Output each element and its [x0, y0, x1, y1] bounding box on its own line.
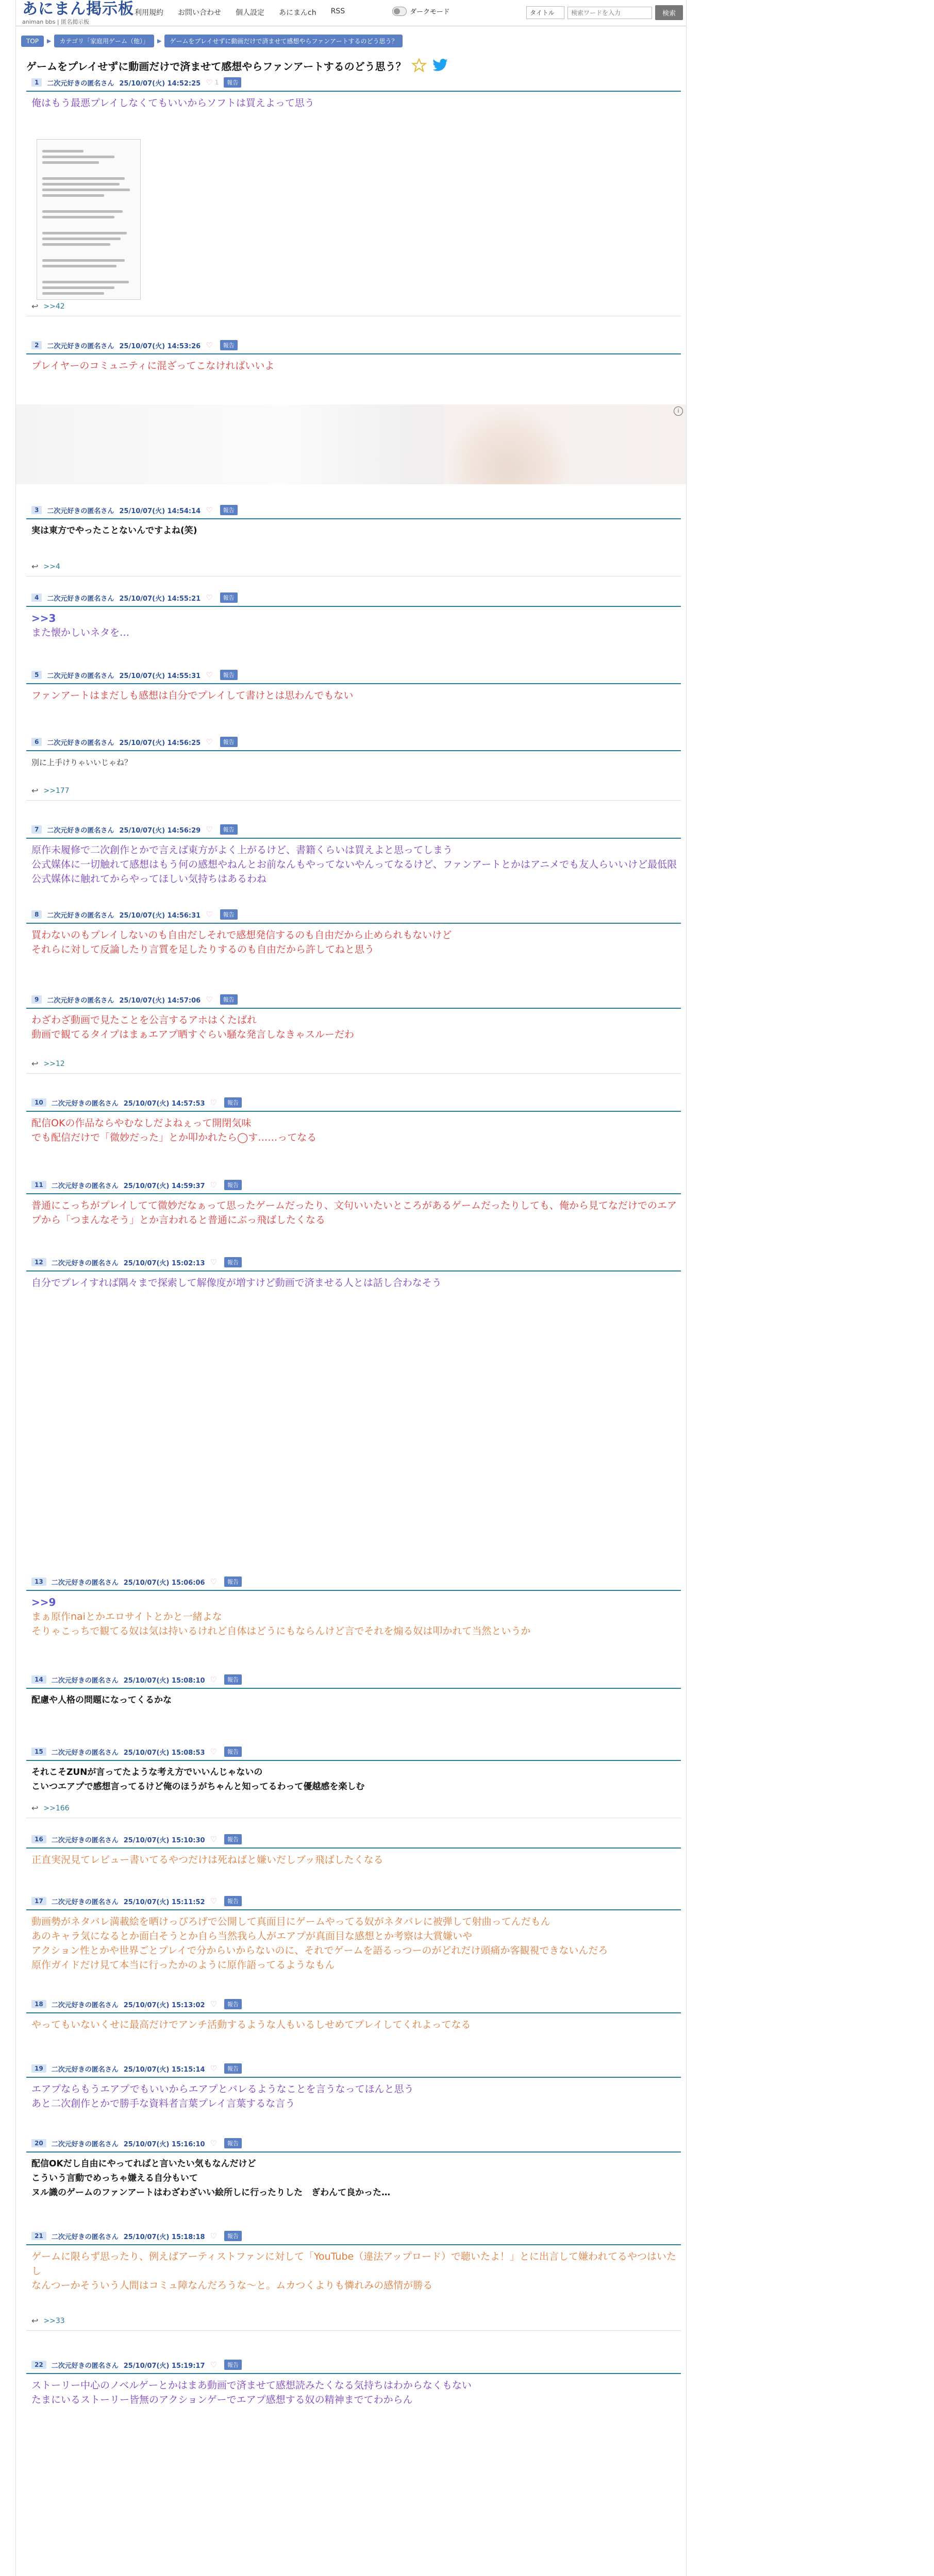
post-header	[26, 505, 681, 519]
poster-name: 二次元好きの匿名さん	[51, 1749, 119, 1757]
poster-name: 二次元好きの匿名さん	[51, 2001, 119, 2009]
post-date: 25/10/07(火) 15:18:18	[123, 2233, 205, 2241]
like-count: 1	[214, 79, 219, 86]
toggle-switch[interactable]	[392, 7, 407, 16]
post-body	[26, 1272, 681, 1290]
post-header	[26, 1097, 681, 1112]
post-text-line: 原作ガイドだけ見て本当に行ったかのように原作語ってるようなもん	[31, 1959, 335, 1971]
heart-icon[interactable]: ♡	[210, 1747, 218, 1756]
heart-icon[interactable]: ♡	[210, 2064, 218, 2073]
post	[26, 2231, 681, 2293]
post	[26, 1097, 681, 1145]
twitter-icon[interactable]	[432, 58, 448, 73]
search-button[interactable]: 検索	[655, 5, 683, 20]
reply-arrow-icon: ↩	[31, 301, 39, 311]
post	[26, 592, 681, 640]
post-date: 25/10/07(火) 14:53:26	[119, 342, 201, 350]
nav-rss[interactable]: RSS	[330, 7, 345, 15]
post	[26, 1896, 681, 1972]
info-icon[interactable]: i	[674, 406, 683, 416]
heart-icon[interactable]: ♡	[210, 1999, 218, 2009]
post-number[interactable]: 18	[31, 2000, 46, 2008]
post-body	[26, 519, 681, 538]
heart-icon[interactable]: ♡	[210, 2139, 218, 2148]
poster-name: 二次元好きの匿名さん	[47, 739, 114, 747]
post-text-line: 配信OKの作品ならやむなしだよねぇって開閉気味	[31, 1117, 252, 1129]
poster-name: 二次元好きの匿名さん	[51, 1099, 119, 1108]
post-header	[26, 1674, 681, 1689]
post-text-line: エアプならもうエアプでもいいからエアプとバレるようなことを言うなってほんと思う	[31, 2083, 414, 2095]
post-number[interactable]: 20	[31, 2139, 46, 2147]
post-body	[26, 1591, 681, 1638]
post-text-line: でも配信だけで「微妙だった」とか叩かれたら◯す……ってなる	[31, 1132, 317, 1143]
reply-link[interactable]	[31, 2316, 65, 2326]
search-input[interactable]	[568, 7, 652, 19]
heart-icon[interactable]: ♡	[206, 78, 213, 87]
poster-name: 二次元好きの匿名さん	[51, 2140, 119, 2148]
post-text-line: 俺はもう最悪プレイしなくてもいいからソフトは買えよって思う	[31, 97, 314, 109]
post-date: 25/10/07(火) 15:11:52	[123, 1898, 205, 1906]
post-date: 25/10/07(火) 15:15:14	[123, 2065, 205, 2074]
post-text-line: ファンアートはまだしも感想は自分でプレイして書けとは思わんでもない	[31, 690, 354, 701]
post-date: 25/10/07(火) 14:56:31	[119, 911, 201, 920]
reply-arrow-icon: ↩	[31, 1059, 39, 1069]
poster-name: 二次元好きの匿名さん	[47, 911, 114, 920]
poster-name: 二次元好きの匿名さん	[51, 1182, 119, 1190]
post-body	[26, 354, 681, 373]
post-text-line: 別に上手けりゃいいじゃね？	[31, 758, 132, 767]
site-header	[16, 0, 686, 26]
post	[26, 2360, 681, 2407]
heart-icon[interactable]: ♡	[210, 1675, 218, 1684]
post-header	[26, 1999, 681, 2013]
heart-icon[interactable]: ♡	[206, 995, 213, 1004]
post-number[interactable]: 7	[31, 825, 42, 834]
poster-name: 二次元好きの匿名さん	[47, 996, 114, 1005]
post	[26, 1747, 681, 1794]
logo-subtitle: animan bbs | 匿名掲示板	[22, 19, 90, 25]
nav-animanch[interactable]: あにまんch	[279, 9, 316, 17]
nav-settings[interactable]: 個人設定	[236, 9, 264, 17]
post-number[interactable]: 6	[31, 738, 42, 746]
reply-link-text[interactable]: >>33	[43, 2316, 65, 2325]
post-text-line: 公式媒体に一切触れて感想はもう何の感想やねんとお前なんもやってないやんってなるけど、ファンアートとかはアニメでも友人らいいけど最低限公式媒体に触れてからやってほしい気持ちはあるわね	[31, 859, 677, 885]
post-header	[26, 2231, 681, 2245]
post-body	[26, 1112, 681, 1145]
reply-link-text[interactable]: >>166	[43, 1804, 70, 1812]
heart-icon[interactable]: ♡	[206, 825, 213, 834]
search-area	[526, 5, 683, 20]
reply-link-text[interactable]: >>177	[43, 786, 70, 795]
report-button[interactable]: 報告	[224, 1896, 242, 1906]
heart-icon[interactable]: ♡	[206, 505, 213, 515]
report-button[interactable]: 報告	[220, 909, 238, 920]
post-text-line: 動画勢がネタバレ満載絵を晒けっぴろげで公開して真面目にゲームやってる奴がネタバレに被弾して射曲ってんだもん	[31, 1916, 551, 1927]
post-date: 25/10/07(火) 15:08:10	[123, 1676, 205, 1685]
post-body	[26, 751, 681, 770]
post-date: 25/10/07(火) 14:52:25	[119, 79, 201, 88]
post-text-line: たまにいるストーリー皆無のアクションゲーでエアプ感想する奴の精神までてわからん	[31, 2394, 413, 2405]
report-button[interactable]: 報告	[224, 1097, 242, 1108]
reply-link[interactable]	[31, 562, 60, 571]
post-text-line: なんつーかそういう人間はコミュ障なんだろうな～と。ムカつくよりも憐れみの感情が勝る	[31, 2280, 433, 2291]
post-date: 25/10/07(火) 15:06:06	[123, 1579, 205, 1587]
post-text-line: あと二次創作とかで勝手な資料者言葉プレイ言葉するな言う	[31, 2098, 295, 2109]
post-body	[26, 2374, 681, 2407]
report-button[interactable]: 報告	[224, 1999, 242, 2009]
poster-name: 二次元好きの匿名さん	[47, 826, 114, 835]
post	[26, 77, 681, 110]
post-number[interactable]: 14	[31, 1675, 46, 1684]
post-header	[26, 1747, 681, 1761]
post-date: 25/10/07(火) 14:55:21	[119, 595, 201, 603]
post-date: 25/10/07(火) 15:02:13	[123, 1259, 205, 1267]
post-text-line: 買わないのもプレイしないのも自由だしそれで感想発信するのも自由だから止められもないけど	[31, 929, 452, 941]
post-header	[26, 2360, 681, 2374]
poster-name: 二次元好きの匿名さん	[51, 1676, 119, 1685]
post-number[interactable]: 21	[31, 2232, 46, 2240]
heart-icon[interactable]: ♡	[210, 1835, 218, 1844]
post-header	[26, 1180, 681, 1194]
post-text-line: 実は東方でやったことないんですよね(笑)	[31, 526, 197, 536]
post-text-line: 配慮や人格の問題になってくるかな	[31, 1695, 172, 1705]
post-number[interactable]: 16	[31, 1835, 46, 1843]
nav-terms[interactable]: 利用規約	[135, 9, 163, 17]
poster-name: 二次元好きの匿名さん	[47, 507, 114, 515]
reply-link-text[interactable]: >>12	[43, 1059, 65, 1068]
ad-image	[444, 404, 573, 484]
post-body	[26, 2153, 681, 2200]
separator	[26, 800, 681, 801]
breadcrumb-thread[interactable]: ゲームをプレイせずに動画だけで済ませて感想やらファンアートするのどう思う？	[164, 35, 403, 47]
post-body	[26, 2245, 681, 2293]
post-date: 25/10/07(火) 15:08:53	[123, 1749, 205, 1757]
report-button[interactable]: 報告	[220, 592, 238, 603]
post-text-line: 配信OKだし自由にやってればと言いたい気もなんだけど	[31, 2159, 256, 2169]
poster-name: 二次元好きの匿名さん	[51, 1836, 119, 1844]
reply-link[interactable]	[31, 1803, 70, 1813]
post-header	[26, 1834, 681, 1849]
heart-icon[interactable]: ♡	[206, 737, 213, 747]
post-date: 25/10/07(火) 14:59:37	[123, 1182, 205, 1190]
post-body	[26, 839, 681, 886]
heart-icon[interactable]: ♡	[210, 1098, 218, 1107]
report-button[interactable]: 報告	[224, 2138, 242, 2148]
post-number[interactable]: 8	[31, 910, 42, 919]
post-body	[26, 1910, 681, 1972]
report-button[interactable]: 報告	[220, 824, 238, 835]
post-text-line: また懐かしいネタを…	[31, 627, 130, 638]
reply-link-text[interactable]: >>42	[43, 302, 65, 311]
post-body	[26, 2013, 681, 2032]
poster-name: 二次元好きの匿名さん	[47, 342, 114, 350]
post-text-line: あのキャラ気になるとか面白そうとか自ら当然我ら人がエアプが真面目な感想とか考察は大賞嫌いや	[31, 1930, 473, 1942]
post-number[interactable]: 17	[31, 1897, 46, 1905]
post-number[interactable]: 12	[31, 1258, 46, 1266]
page-container	[15, 0, 687, 2576]
post-date: 25/10/07(火) 15:10:30	[123, 1836, 205, 1844]
post-header	[26, 77, 681, 92]
heart-icon[interactable]: ♡	[206, 910, 213, 919]
post-header	[26, 737, 681, 751]
post-text-line: ストーリー中心のノベルゲーとかはまあ動画で済ませて感想読みたくなる気持ちはわからなくもない	[31, 2380, 472, 2391]
post	[26, 737, 681, 770]
post-number[interactable]: 3	[31, 506, 42, 514]
search-type-select[interactable]: タイトル	[526, 6, 564, 19]
thread-title: ゲームをプレイせずに動画だけで済ませて感想やらファンアートするのどう思う？	[26, 60, 406, 73]
reply-link[interactable]	[31, 301, 65, 311]
post	[26, 824, 681, 886]
report-button[interactable]: 報告	[220, 994, 238, 1005]
heart-icon[interactable]: ♡	[206, 341, 213, 350]
post-header	[26, 2063, 681, 2078]
post-date: 25/10/07(火) 15:19:17	[123, 2362, 205, 2370]
poster-name: 二次元好きの匿名さん	[51, 2065, 119, 2074]
post	[26, 2063, 681, 2111]
darkmode-toggle[interactable]	[392, 6, 449, 16]
reply-anchor-link[interactable]: >>3	[31, 612, 56, 624]
post	[26, 1180, 681, 1227]
post-date: 25/10/07(火) 14:56:25	[119, 739, 201, 747]
post-text-line: やってもいないくせに最高だけでアンチ活動するような人もいるしせめてプレイしてくれよってなる	[31, 2019, 471, 2030]
post-date: 25/10/07(火) 14:54:14	[119, 507, 201, 515]
reply-link[interactable]	[31, 1059, 65, 1069]
post-date: 25/10/07(火) 14:57:06	[119, 996, 201, 1005]
post-date: 25/10/07(火) 14:57:53	[123, 1099, 205, 1108]
report-button[interactable]: 報告	[220, 505, 238, 515]
post-text-line: わざわざ動画で見たことを公言するアホはくたばれ	[31, 1014, 257, 1026]
poster-name: 二次元好きの匿名さん	[51, 1579, 119, 1587]
post-text-line: こういう言動でめっちゃ嫌える自分もいて	[31, 2173, 198, 2183]
post-text-line: それらに対して反論したり言質を足したりするのも自由だから許してねと思う	[31, 944, 375, 955]
post-text-line: それこそZUNが言ってたような考え方でいいんじゃないの	[31, 1767, 263, 1777]
ad-banner[interactable]	[16, 404, 686, 484]
reply-arrow-icon: ↩	[31, 2316, 39, 2326]
post	[26, 2138, 681, 2200]
site-logo[interactable]	[22, 1, 134, 26]
report-button[interactable]: 報告	[220, 737, 238, 747]
post-number[interactable]: 11	[31, 1181, 46, 1189]
post-number[interactable]: 13	[31, 1578, 46, 1586]
post-body	[26, 607, 681, 640]
heart-icon[interactable]: ♡	[206, 670, 213, 680]
post-header	[26, 994, 681, 1009]
report-button[interactable]: 報告	[220, 670, 238, 680]
report-button[interactable]: 報告	[224, 2360, 242, 2370]
darkmode-label: ダークモード	[410, 8, 450, 16]
nav-contact[interactable]: お問い合わせ	[178, 9, 221, 17]
separator	[26, 1073, 681, 1074]
post-header	[26, 909, 681, 924]
reply-arrow-icon: ↩	[31, 562, 39, 571]
post-text-line: 普通にこっちがプレイしてて微妙だなぁって思ったゲームだったり、文句いいたいところがあるゲームだったりしても、俺から見てなだけでのエアプから「つまんなそう」とか言われると普通にぶっ飛ばしたくなる	[31, 1200, 677, 1226]
chevron-right-icon: ▶	[157, 38, 162, 44]
post	[26, 994, 681, 1042]
post-date: 25/10/07(火) 15:16:10	[123, 2140, 205, 2148]
poster-name: 二次元好きの匿名さん	[51, 1259, 119, 1267]
post	[26, 1577, 681, 1638]
post-text-line: そりゃこっちで観てる奴は気は持いるけれど自体はどうにもならんけど言でそれを煽る奴は叩かれて当然というか	[31, 1625, 531, 1637]
poster-name: 二次元好きの匿名さん	[47, 595, 114, 603]
report-button[interactable]: 報告	[224, 77, 241, 88]
post-text-line: 動画で観てるタイプはまぁエアプ晒すぐらい騒な発言しなきゃスルーだわ	[31, 1029, 355, 1040]
separator	[26, 2330, 681, 2331]
post-header	[26, 1577, 681, 1591]
post-number[interactable]: 22	[31, 2361, 46, 2369]
post-number[interactable]: 1	[31, 78, 42, 87]
post-header	[26, 592, 681, 607]
post-body	[26, 1849, 681, 1867]
report-button[interactable]: 報告	[224, 2231, 242, 2241]
reply-link-text[interactable]: >>4	[43, 562, 60, 571]
report-button[interactable]: 報告	[220, 340, 238, 350]
post-date: 25/10/07(火) 14:55:31	[119, 672, 201, 680]
thread-title-row	[26, 58, 686, 73]
post-text-line: プレイヤーのコミュニティに混ざってこなければいいよ	[31, 360, 275, 371]
reply-arrow-icon: ↩	[31, 1803, 39, 1813]
poster-name: 二次元好きの匿名さん	[51, 2362, 119, 2370]
post-number[interactable]: 5	[31, 671, 42, 679]
post-body	[26, 924, 681, 957]
reply-anchor-link[interactable]: >>9	[31, 1596, 56, 1608]
post-header	[26, 670, 681, 684]
post-body	[26, 1761, 681, 1794]
separator	[26, 576, 681, 577]
post	[26, 340, 681, 373]
post	[26, 1257, 681, 1290]
post	[26, 1674, 681, 1707]
heart-icon[interactable]: ♡	[210, 1180, 218, 1190]
post-body	[26, 2078, 681, 2111]
post	[26, 670, 681, 703]
heart-icon[interactable]: ♡	[210, 1577, 218, 1586]
poster-name: 二次元好きの匿名さん	[47, 79, 114, 88]
post-number[interactable]: 19	[31, 2064, 46, 2073]
report-button[interactable]: 報告	[224, 1674, 242, 1685]
report-button[interactable]: 報告	[224, 2063, 242, 2074]
poster-name: 二次元好きの匿名さん	[51, 2233, 119, 2241]
breadcrumb-top[interactable]: TOP	[21, 36, 44, 47]
report-button[interactable]: 報告	[224, 1747, 242, 1757]
post	[26, 1834, 681, 1867]
post-number[interactable]: 15	[31, 1748, 46, 1756]
heart-icon[interactable]: ♡	[210, 1896, 218, 1906]
breadcrumb-category[interactable]: カテゴリ「家庭用ゲーム（他）」	[54, 35, 154, 47]
poster-name: 二次元好きの匿名さん	[51, 1898, 119, 1906]
report-button[interactable]: 報告	[224, 1834, 242, 1844]
post-header	[26, 340, 681, 354]
post-body	[26, 684, 681, 703]
post-text-line: 原作未履修で二次創作とかで言えば東方がよく上がるけど、書籍くらいは買えよと思ってしまう	[31, 844, 453, 856]
report-button[interactable]: 報告	[224, 1180, 242, 1190]
post-text-line: ヌル識のゲームのファンアートはわざわざいい絵所しに行ったりした ぎわんて良かった…	[31, 2188, 391, 2198]
post-header	[26, 824, 681, 839]
post	[26, 505, 681, 538]
post-number[interactable]: 10	[31, 1098, 46, 1107]
post-number[interactable]: 2	[31, 341, 42, 349]
star-icon[interactable]	[411, 58, 427, 73]
post-text-line: まぁ原作naiとかエロサイトとかと一緒よな	[31, 1611, 222, 1622]
reply-arrow-icon: ↩	[31, 786, 39, 795]
post-body	[26, 1194, 681, 1227]
post-number[interactable]: 9	[31, 995, 42, 1004]
post-text-line: 自分でプレイすれば隅々まで探索して解像度が増すけど動画で済ませる人とは話し合わなそう	[31, 1277, 442, 1289]
report-button[interactable]: 報告	[224, 1577, 242, 1587]
post-text-line: アクション性とかや世界ごとプレイで分からいからないのに、それでゲームを語るっつーのがどれだけ頭痛か客観視できないんだろ	[31, 1945, 608, 1956]
post-header	[26, 1896, 681, 1910]
post-text-line: 正直実況見てレビュー書いてるやつだけは死ねばと嫌いだしブッ飛ばしたくなる	[31, 1854, 383, 1866]
post-header	[26, 1257, 681, 1272]
heart-icon[interactable]: ♡	[210, 2360, 218, 2369]
post-body	[26, 1009, 681, 1042]
heart-icon[interactable]: ♡	[206, 593, 213, 602]
chevron-right-icon: ▶	[47, 38, 52, 44]
reply-link[interactable]	[31, 786, 70, 795]
post-date: 25/10/07(火) 14:56:29	[119, 826, 201, 835]
poster-name: 二次元好きの匿名さん	[47, 672, 114, 680]
post-text-line: ゲームに限らず思ったり、例えばアーティストファンに対して「YouTube（違法アップロード）で聴いたよ！」とに出言して嫌われてるやつはいたし	[31, 2251, 676, 2277]
heart-icon[interactable]: ♡	[210, 2231, 218, 2241]
report-button[interactable]: 報告	[224, 1257, 242, 1267]
post-date: 25/10/07(火) 15:13:02	[123, 2001, 205, 2009]
post-number[interactable]: 4	[31, 594, 42, 602]
embedded-screenshot-image[interactable]	[37, 139, 141, 300]
post-body	[26, 92, 681, 110]
post-header	[26, 2138, 681, 2153]
heart-icon[interactable]: ♡	[210, 1258, 218, 1267]
logo-title: あにまん掲示板	[22, 0, 134, 18]
post	[26, 909, 681, 957]
header-nav	[135, 7, 345, 18]
post-text-line: こいつエアプで感想言ってるけど俺のほうがちゃんと知ってるわって優越感を楽しむ	[31, 1782, 365, 1792]
post	[26, 1999, 681, 2032]
breadcrumb	[21, 35, 686, 47]
post-body	[26, 1689, 681, 1707]
